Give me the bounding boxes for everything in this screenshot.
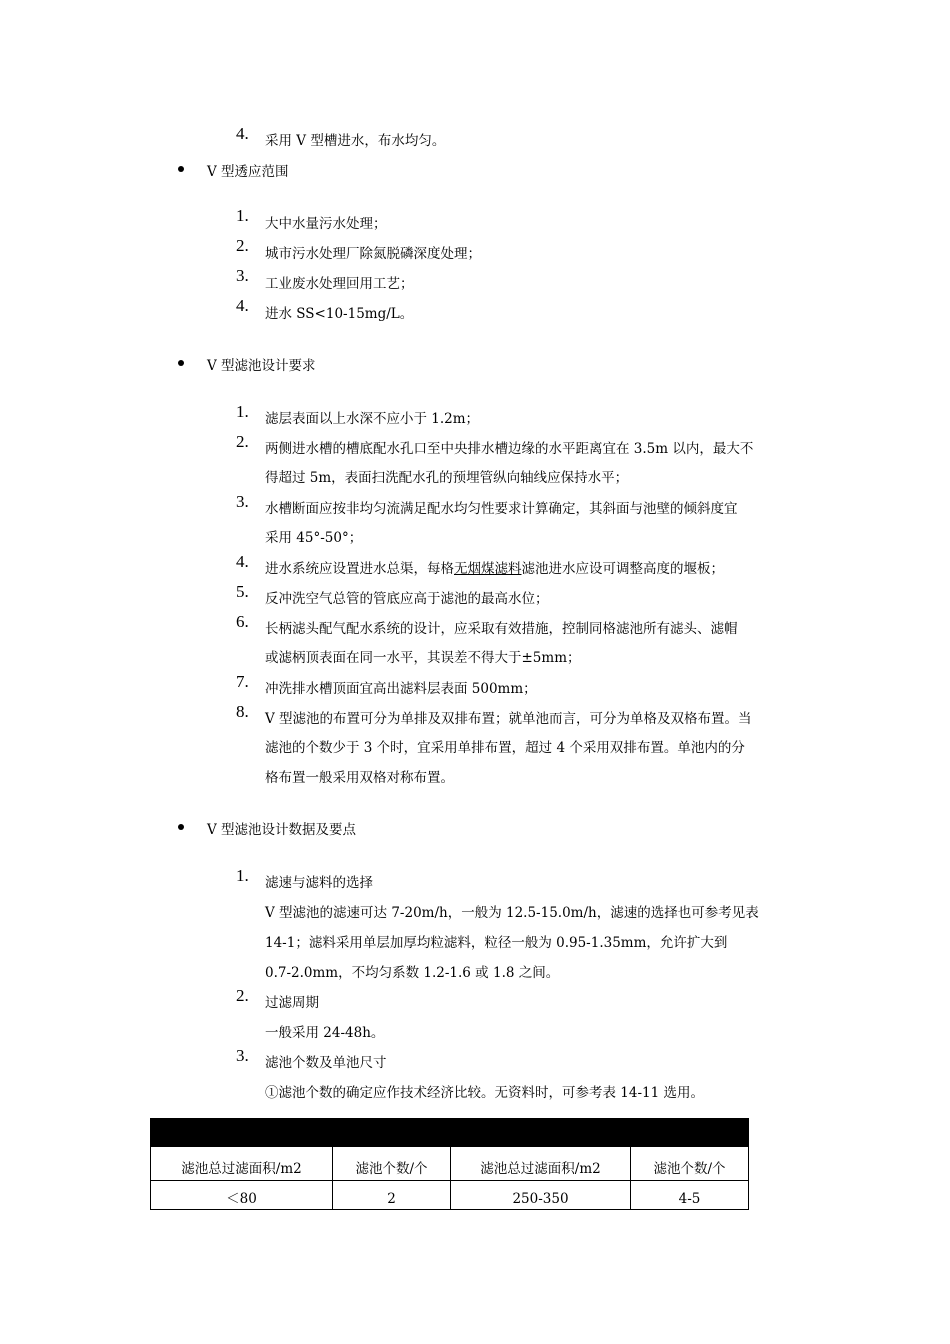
list-item-text: 工业废水处理回用工艺； xyxy=(265,276,414,292)
list-item-text: 滤池的个数少于 3 个时，宜采用单排布置，超过 4 个采用双排布置。单池内的分 xyxy=(265,740,745,756)
list-number: 2. xyxy=(236,432,249,451)
list-item-text: 城市污水处理厂除氮脱磷深度处理； xyxy=(265,246,481,262)
list-item-text: V 型滤池的滤速可达 7-20m/h，一般为 12.5-15.0m/h，滤速的选择也可参考见表 xyxy=(265,905,759,921)
list-number: 3. xyxy=(236,266,249,285)
list-number: 1. xyxy=(236,402,249,421)
list-item-title: 过滤周期 xyxy=(265,995,319,1011)
bullet-icon xyxy=(178,166,184,172)
list-item-text: 或滤柄顶表面在同一水平，其误差不得大于±5mm； xyxy=(265,650,581,666)
section-heading: V 型滤池设计要求 xyxy=(207,358,316,374)
list-item-text: 14-1；滤料采用单层加厚均粒滤料，粒径一般为 0.95-1.35mm，允许扩大到 xyxy=(265,935,728,951)
list-item-text: 滤层表面以上水深不应小于 1.2m； xyxy=(265,411,480,427)
list-item-text: 得超过 5m，表面扫洗配水孔的预埋管纵向轴线应保持水平； xyxy=(265,470,629,486)
table-header-row xyxy=(151,1147,749,1181)
table-title-cell xyxy=(151,1119,749,1147)
list-number: 1. xyxy=(236,206,249,225)
table-header-bar xyxy=(151,1119,749,1147)
list-item-title: 滤池个数及单池尺寸 xyxy=(265,1055,387,1071)
filter-count-table xyxy=(150,1118,749,1210)
list-number: 4. xyxy=(236,296,249,315)
section-heading: V 型透应范围 xyxy=(207,164,289,180)
list-number: 6. xyxy=(236,612,249,631)
coal-filter-link[interactable]: 无烟煤滤料 xyxy=(454,561,522,577)
list-number: 3. xyxy=(236,492,249,511)
bullet-icon xyxy=(178,360,184,366)
list-number: 5. xyxy=(236,582,249,601)
list-number: 8. xyxy=(236,702,249,721)
table-row xyxy=(151,1181,749,1210)
list-item-text: 两侧进水槽的槽底配水孔口至中央排水槽边缘的水平距离宜在 3.5m 以内，最大不 xyxy=(265,441,754,457)
list-number: 7. xyxy=(236,672,249,691)
list-number: 3. xyxy=(236,1046,249,1065)
list-item-text: 反冲洗空气总管的管底应高于滤池的最高水位； xyxy=(265,591,549,607)
table-header-cell: 滤池总过滤面积/m2 xyxy=(451,1147,631,1181)
section-heading: V 型滤池设计数据及要点 xyxy=(207,822,357,838)
list-item-title: 滤速与滤料的选择 xyxy=(265,875,373,891)
list-number: 1. xyxy=(236,866,249,885)
list-number: 2. xyxy=(236,986,249,1005)
list-number: 2. xyxy=(236,236,249,255)
list-item-text: 长柄滤头配气配水系统的设计，应采取有效措施，控制同格滤池所有滤头、滤帽 xyxy=(265,621,738,637)
table-cell: 2 xyxy=(333,1181,451,1210)
list-item-text: 大中水量污水处理； xyxy=(265,216,387,232)
table-header-cell: 滤池个数/个 xyxy=(333,1147,451,1181)
list-item-text: 采用 V 型槽进水，布水均匀。 xyxy=(265,133,446,149)
bullet-icon xyxy=(178,824,184,830)
table-cell: 250-350 xyxy=(451,1181,631,1210)
list-item-text-part: 进水系统应设置进水总渠，每格 xyxy=(265,561,454,577)
list-item-text: 一般采用 24-48h。 xyxy=(265,1025,385,1041)
list-item-text-part: 滤池进水应设可调整高度的堰板； xyxy=(521,561,724,577)
list-item-text: 格布置一般采用双格对称布置。 xyxy=(265,770,454,786)
list-item-text: ①滤池个数的确定应作技术经济比较。无资料时，可参考表 14-11 选用。 xyxy=(265,1085,704,1101)
list-item-text xyxy=(265,557,724,577)
table-header-cell: 滤池总过滤面积/m2 xyxy=(151,1147,333,1181)
list-number: 4. xyxy=(236,124,249,143)
list-item-text: 进水 SS<10-15mg/L。 xyxy=(265,306,414,322)
table-cell: 4-5 xyxy=(631,1181,749,1210)
list-number: 4. xyxy=(236,552,249,571)
table-cell: ＜80 xyxy=(151,1181,333,1210)
list-item-text: 采用 45°-50°； xyxy=(265,530,363,546)
table-header-cell: 滤池个数/个 xyxy=(631,1147,749,1181)
list-item-text: 水槽断面应按非均匀流满足配水均匀性要求计算确定，其斜面与池壁的倾斜度宜 xyxy=(265,501,738,517)
list-item-text: V 型滤池的布置可分为单排及双排布置；就单池而言，可分为单格及双格布置。当 xyxy=(265,711,752,727)
list-item-text: 冲洗排水槽顶面宜高出滤料层表面 500mm； xyxy=(265,681,537,697)
list-item-text: 0.7-2.0mm，不均匀系数 1.2-1.6 或 1.8 之间。 xyxy=(265,965,560,981)
